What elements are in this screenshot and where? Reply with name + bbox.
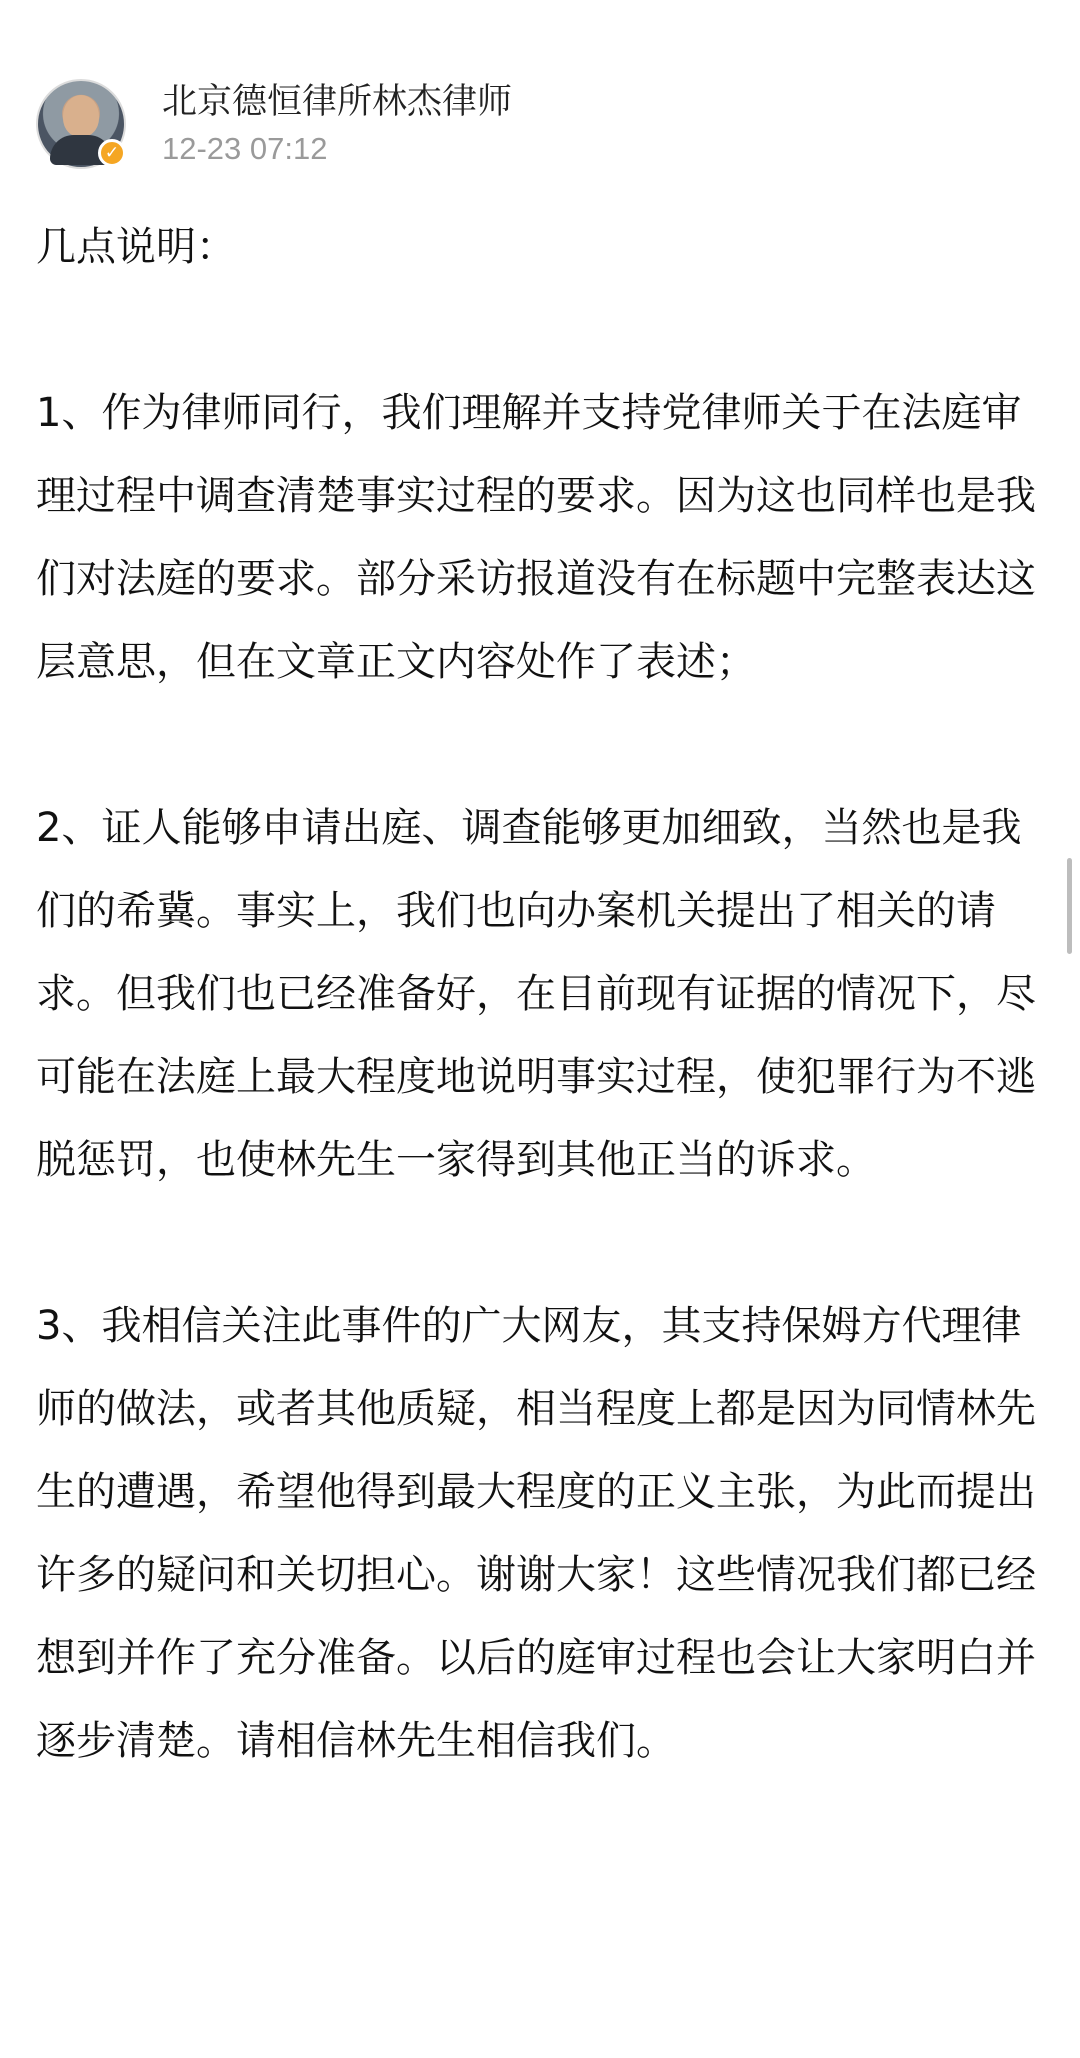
post-paragraph-2: 2、证人能够申请出庭、调查能够更加细致，当然也是我们的希冀。事实上，我们也向办案机关提出了相关的请求。但我们也已经准备好，在目前现有证据的情况下，尽可能在法庭上最大程度地说明事实过程，使犯罪行为不逃脱惩罚，也使林先生一家得到其他正当的诉求。 (36, 805, 1036, 1183)
post-header (36, 76, 512, 172)
scrollbar[interactable] (1067, 858, 1072, 954)
post-paragraph-1: 1、作为律师同行，我们理解并支持党律师关于在法庭审理过程中调查清楚事实过程的要求。因为这也同样也是我们对法庭的要求。部分采访报道没有在标题中完整表达这层意思，但在文章正文内容处作了表述； (36, 390, 1036, 685)
avatar-face (63, 95, 99, 137)
username[interactable]: 北京德恒律所林杰律师 (162, 82, 513, 122)
post-paragraph-3: 3、我相信关注此事件的广大网友，其支持保姆方代理律师的做法，或者其他质疑，相当程度上都是因为同情林先生的遭遇，希望他得到最大程度的正义主张，为此而提出许多的疑问和关切担心。谢谢大家！这些情况我们都已经想到并作了充分准备。以后的庭审过程也会让大家明白并逐步清楚。请相信林先生相信我们。 (36, 1303, 1036, 1764)
avatar[interactable] (36, 79, 126, 169)
post-body (36, 206, 1048, 1783)
user-meta (162, 80, 512, 168)
verified-badge-icon: ✓ (98, 139, 126, 167)
post-timestamp: 12-23 07:12 (162, 131, 328, 166)
post-heading: 几点说明： (36, 224, 236, 270)
